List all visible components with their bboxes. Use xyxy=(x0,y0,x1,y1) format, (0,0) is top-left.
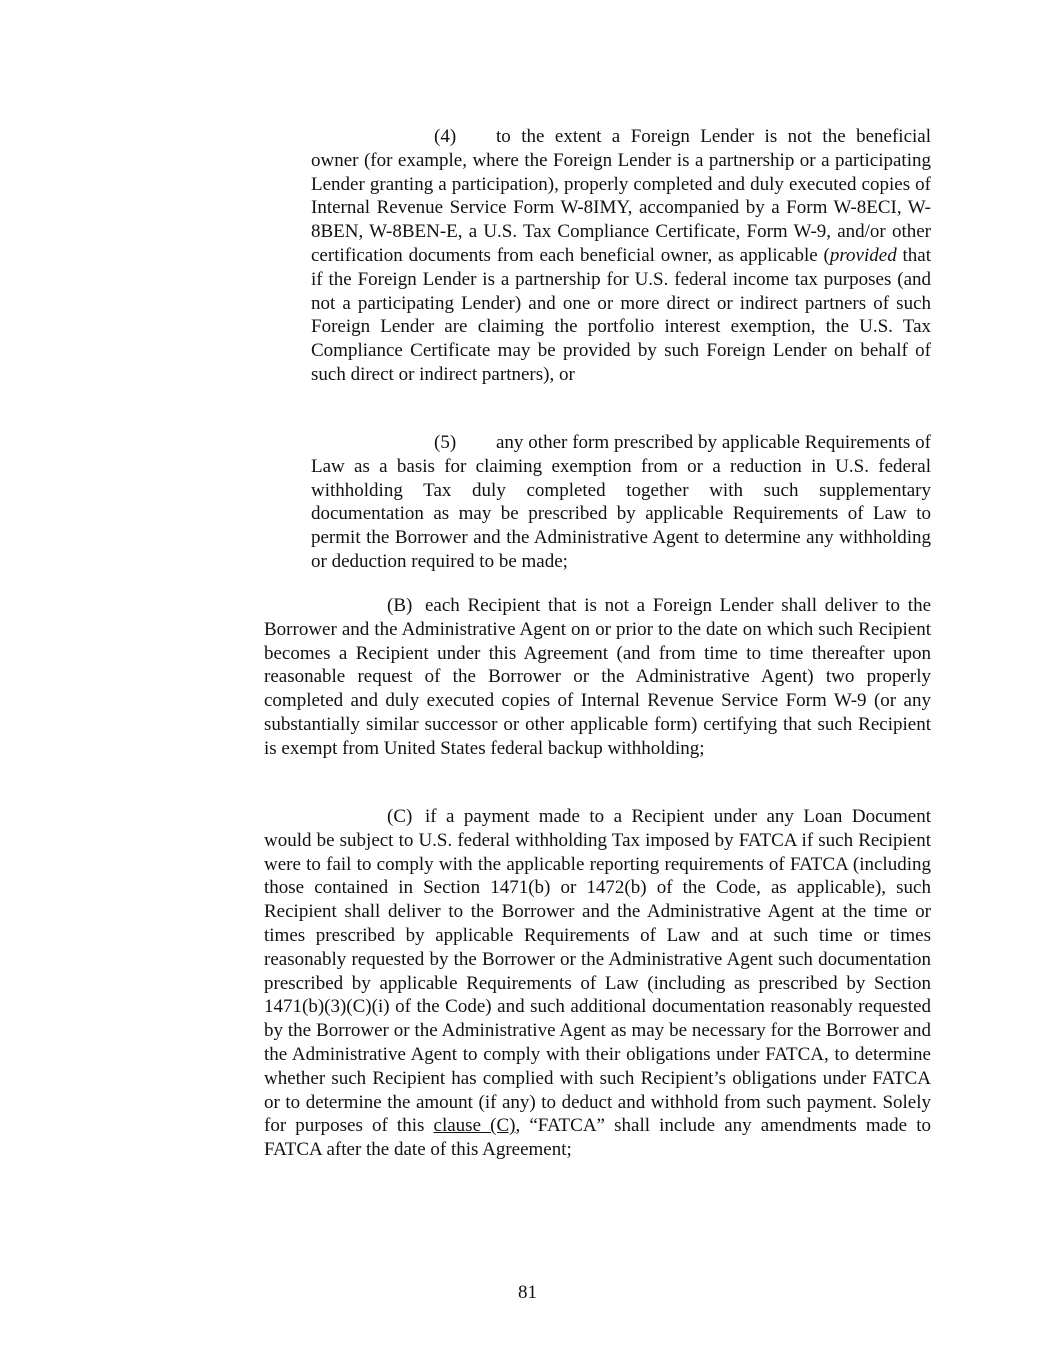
item-marker: (5) xyxy=(434,432,457,453)
paragraph-text: that if the Foreign Lender is a partnership for U.S. federal income tax purposes (and not a participating Lender) and one or more direct or indirect partners of such Foreign Lender are claiming the portfolio interest exemption, the U.S. Tax Compliance Certificate may be provided by such Foreign Lender on behalf of such direct or indirect partners), or xyxy=(311,244,931,385)
paragraph-text: each Recipient that is not a Foreign Lender shall deliver to the Borrower and the Administrative Agent on or prior to the date on which such Recipient becomes a Recipient under this Agreement (and from time to time thereafter upon reasonable request of the Borrower or the Administrative Agent) two properly completed and duly executed copies of Internal Revenue Service Form W-9 (or any substantially similar successor or other applicable form) certifying that such Recipient is exempt from United States federal backup withholding; xyxy=(264,595,931,759)
item-marker: (4) xyxy=(434,126,457,147)
paragraph-text-italic: provided xyxy=(829,244,897,266)
item-marker: (C) xyxy=(387,806,413,827)
paragraph-text: , “FATCA” shall include any amendments made to FATCA after the date of this Agreement; xyxy=(264,1115,931,1161)
paragraph-text: any other form prescribed by applicable Requirements of Law as a basis for claiming exemption from or a reduction in U.S. federal withholding Tax duly completed together with such supplementary documentation as may be prescribed by applicable Requirements of Law to permit the Borrower and the Administrative Agent to determine any withholding or deduction required to be made; xyxy=(311,432,931,572)
paragraph-text: to the extent a Foreign Lender is not the beneficial owner (for example, where the Foreign Lender is a partnership or a participating Lender granting a participation), properly completed and duly executed copies of Internal Revenue Service Form W-8IMY, accompanied by a Form W-8ECI, W-8BEN, W-8BEN-E, a U.S. Tax Compliance Certificate, Form W-9, and/or other certification documents from each beneficial owner, as applicable ( xyxy=(311,126,931,266)
page-number: 81 xyxy=(518,1282,537,1303)
paragraph-item-c xyxy=(264,805,931,1162)
clause-reference-underlined: clause (C) xyxy=(433,1115,516,1137)
paragraph-item-b xyxy=(264,594,931,761)
paragraph-text: if a payment made to a Recipient under any Loan Document would be subject to U.S. federal withholding Tax imposed by FATCA if such Recipient were to fail to comply with the applicable reporting requirements of FATCA (including those contained in Section 1471(b) or 1472(b) of the Code, as applicable), such Recipient shall deliver to the Borrower and the Administrative Agent at the time or times prescribed by applicable Requirements of Law and at such time or times reasonably requested by the Borrower or the Administrative Agent such documentation prescribed by applicable Requirements of Law (including as prescribed by Section 1471(b)(3)(C)(i) of the Code) and such additional documentation reasonably requested by the Borrower or the Administrative Agent as may be necessary for the Borrower and the Administrative Agent to comply with their obligations under FATCA, to determine whether such Recipient has complied with such Recipient’s obligations under FATCA or to determine the amount (if any) to deduct and withhold from such payment. Solely for purposes of this xyxy=(264,806,931,1137)
paragraph-item-4 xyxy=(311,125,931,387)
paragraph-item-5 xyxy=(311,431,931,574)
item-marker: (B) xyxy=(387,595,413,616)
